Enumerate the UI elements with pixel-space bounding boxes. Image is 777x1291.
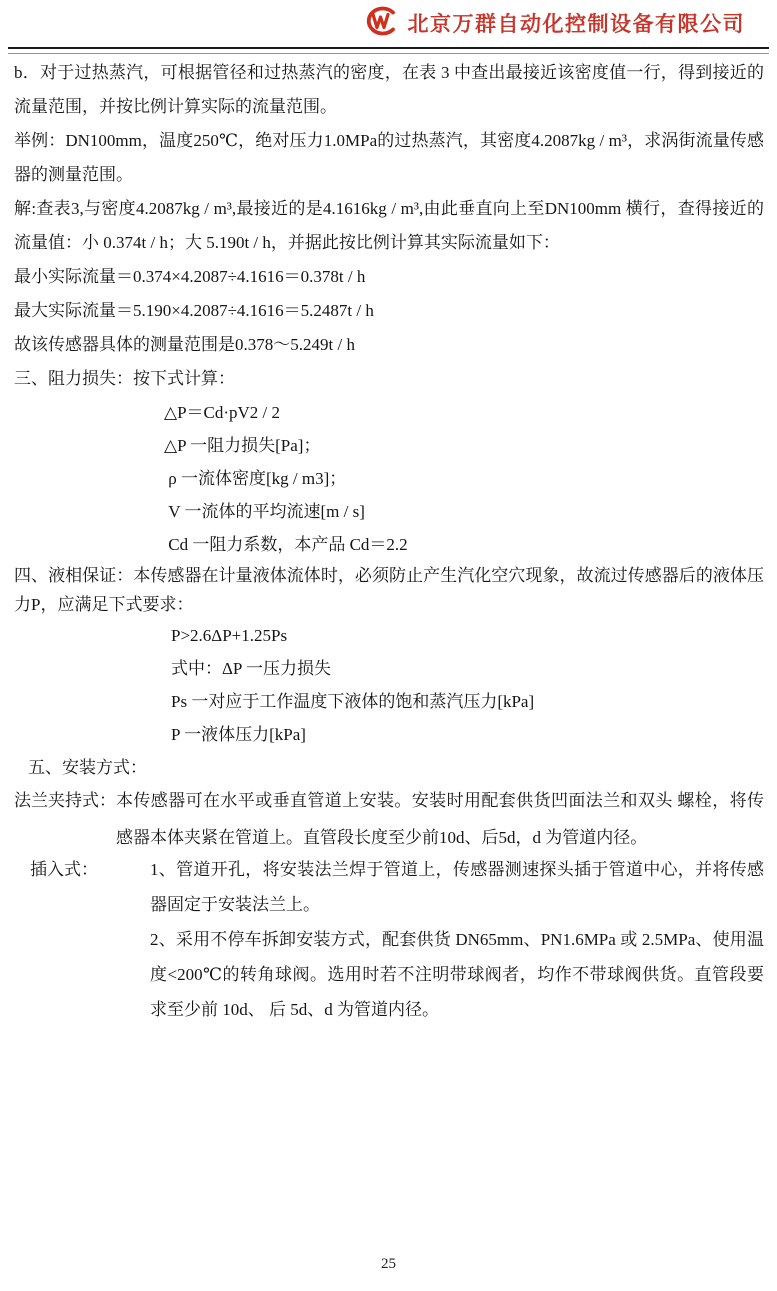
page-header [0,0,777,46]
document-body [14,56,764,1027]
section4-formula-block [14,619,764,751]
header-divider [8,47,769,54]
flange-mounting-text: 本传感器可在水平或垂直管道上安装。安装时用配套供货凹面法兰和双头 螺栓，将传感器本体夹紧在管道上。直管段长度至少前10d、后5d，d 为管道内径。 [116,791,764,847]
formula-term-rho: ρ 一流体密度[kg / m3]； [164,469,347,488]
paragraph-example: 举例：DN100mm，温度250℃，绝对压力1.0MPa的过热蒸汽，其密度4.2087kg / m³，求涡街流量传感器的测量范围。 [14,131,764,184]
formula-term-velocity: V 一流体的平均流速[m / s] [164,502,365,521]
section3-formula-block [14,396,764,561]
line-max-flow: 最大实际流量＝5.190×4.2087÷4.1616＝5.2487t / h [14,301,374,320]
section4-paragraph: 四、液相保证：本传感器在计量液体流体时，必须防止产生汽化空穴现象，故流过传感器后的液体压力P，应满足下式要求： [14,566,764,614]
insertion-item-2: 2、采用不停车拆卸安装方式，配套供货 DN65mm、PN1.6MPa 或 2.5MPa、使用温度<200℃的转角球阀。选用时若不注明带球阀者，均作不带球阀供货。直管段要求至少前 10d、 后 5d、d 为管道内径。 [150,930,764,1019]
formula-pressure-loss: △P＝Cd·pV2 / 2 [164,403,281,422]
insertion-mounting-label: 插入式： [30,860,98,879]
section5-heading: 五、安装方式： [28,758,147,777]
formula-term-pressure-loss: 式中：ΔP 一压力损失 [171,659,332,678]
formula-term-saturation: Ps 一对应于工作温度下液体的饱和蒸汽压力[kPa] [171,692,535,711]
line-min-flow: 最小实际流量＝0.374×4.2087÷4.1616＝0.378t / h [14,267,366,286]
insertion-mounting-row [14,852,764,1027]
page-footer [0,1256,777,1273]
paragraph-superheated-steam: b．对于过热蒸汽，可根据管径和过热蒸汽的密度，在表 3 中查出最接近该密度值一行，得到接近的流量范围，并按比例计算实际的流量范围。 [14,63,764,116]
company-logo-icon [362,6,399,41]
insertion-item-1: 1、管道开孔，将安装法兰焊于管道上，传感器测速探头插于管道中心，并将传感器固定于安装法兰上。 [150,860,764,914]
section3-heading: 三、阻力损失：按下式计算： [14,369,235,388]
insertion-mounting-text [150,852,764,1027]
page-number: 25 [381,1256,396,1272]
paragraph-solution: 解:查表3,与密度4.2087kg / m³,最接近的是4.1616kg / m³,由此垂直向上至DN100mm 横行，查得接近的流量值：小 0.374t / h；大 5.190t / h，并据此按比例计算其实际流量如下： [14,199,764,252]
formula-term-liquid-pressure: P 一液体压力[kPa] [171,725,306,744]
line-measure-range: 故该传感器具体的测量范围是0.378～5.249t / h [14,335,355,354]
formula-term-cd: Cd 一阻力系数，本产品 Cd＝2.2 [164,535,408,554]
flange-mounting-row [14,782,764,856]
company-name: 北京万群自动化控制设备有限公司 [407,12,745,36]
flange-mounting-label: 法兰夹持式： [14,791,116,810]
formula-liquid-pressure: P>2.6ΔP+1.25Ps [171,626,288,645]
formula-term-deltap: △P 一阻力损失[Pa]； [164,436,321,455]
